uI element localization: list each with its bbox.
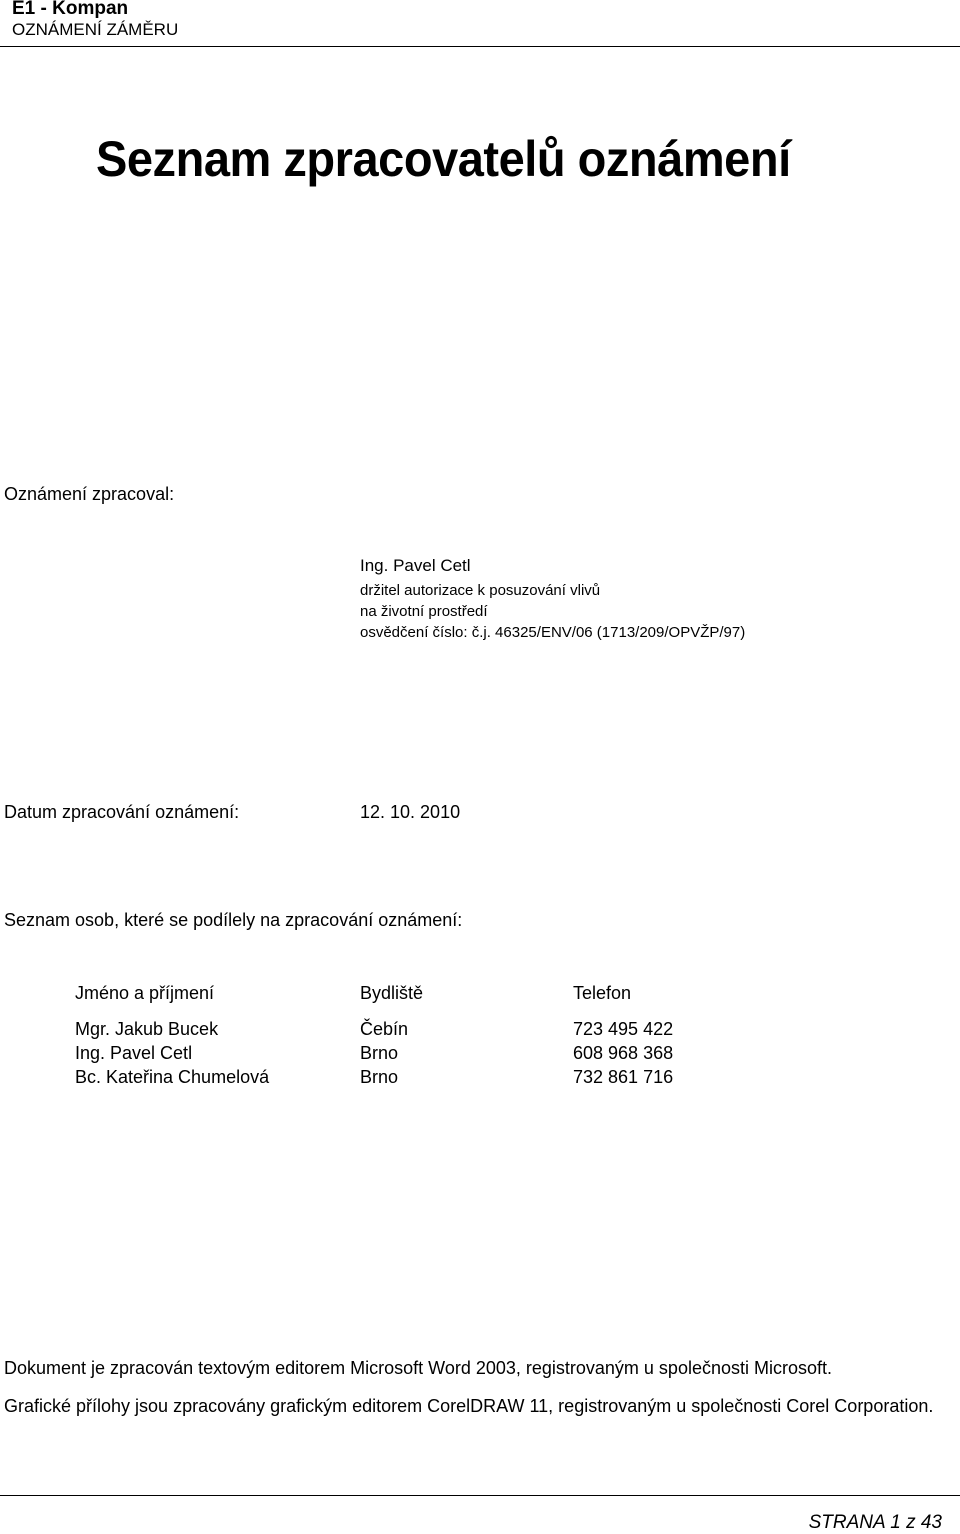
document-header-title: E1 - Kompan <box>12 0 129 19</box>
software-note: Dokument je zpracován textovým editorem Microsoft Word 2003, registrovaným u společnosti Microsoft. <box>4 1358 832 1378</box>
person-residence: Čebín <box>360 1019 409 1039</box>
prepared-by-label: Oznámení zpracoval: <box>4 484 175 504</box>
software-note: Grafické přílohy jsou zpracovány grafickým editorem CorelDRAW 11, registrovaným u společnosti Corel Corporation. <box>4 1396 934 1416</box>
page-number: STRANA 1 z 43 <box>808 1512 942 1533</box>
person-name: Bc. Kateřina Chumelová <box>75 1067 270 1087</box>
person-residence: Brno <box>360 1043 399 1063</box>
person-phone: 732 861 716 <box>573 1067 674 1087</box>
column-header-residence: Bydliště <box>360 983 424 1003</box>
author-name: Ing. Pavel Cetl <box>360 556 471 575</box>
page-title: Seznam zpracovatelů oznámení <box>96 131 791 187</box>
person-name: Mgr. Jakub Bucek <box>75 1019 219 1039</box>
footer-divider <box>0 1495 960 1496</box>
person-residence: Brno <box>360 1067 399 1087</box>
person-name: Ing. Pavel Cetl <box>75 1043 193 1063</box>
person-phone: 723 495 422 <box>573 1019 674 1039</box>
header-divider <box>0 46 960 47</box>
document-header-subtitle: OZNÁMENÍ ZÁMĚRU <box>12 20 179 39</box>
author-detail-line: na životní prostředí <box>360 603 488 620</box>
people-list-intro: Seznam osob, které se podílely na zpracování oznámení: <box>4 910 463 930</box>
author-detail-line: držitel autorizace k posuzování vlivů <box>360 582 601 599</box>
author-detail-line: osvědčení číslo: č.j. 46325/ENV/06 (1713/209/OPVŽP/97) <box>360 624 746 641</box>
person-phone: 608 968 368 <box>573 1043 674 1063</box>
column-header-name: Jméno a příjmení <box>75 983 215 1003</box>
column-header-phone: Telefon <box>573 983 632 1003</box>
date-value: 12. 10. 2010 <box>360 802 461 822</box>
date-label: Datum zpracování oznámení: <box>4 802 240 822</box>
